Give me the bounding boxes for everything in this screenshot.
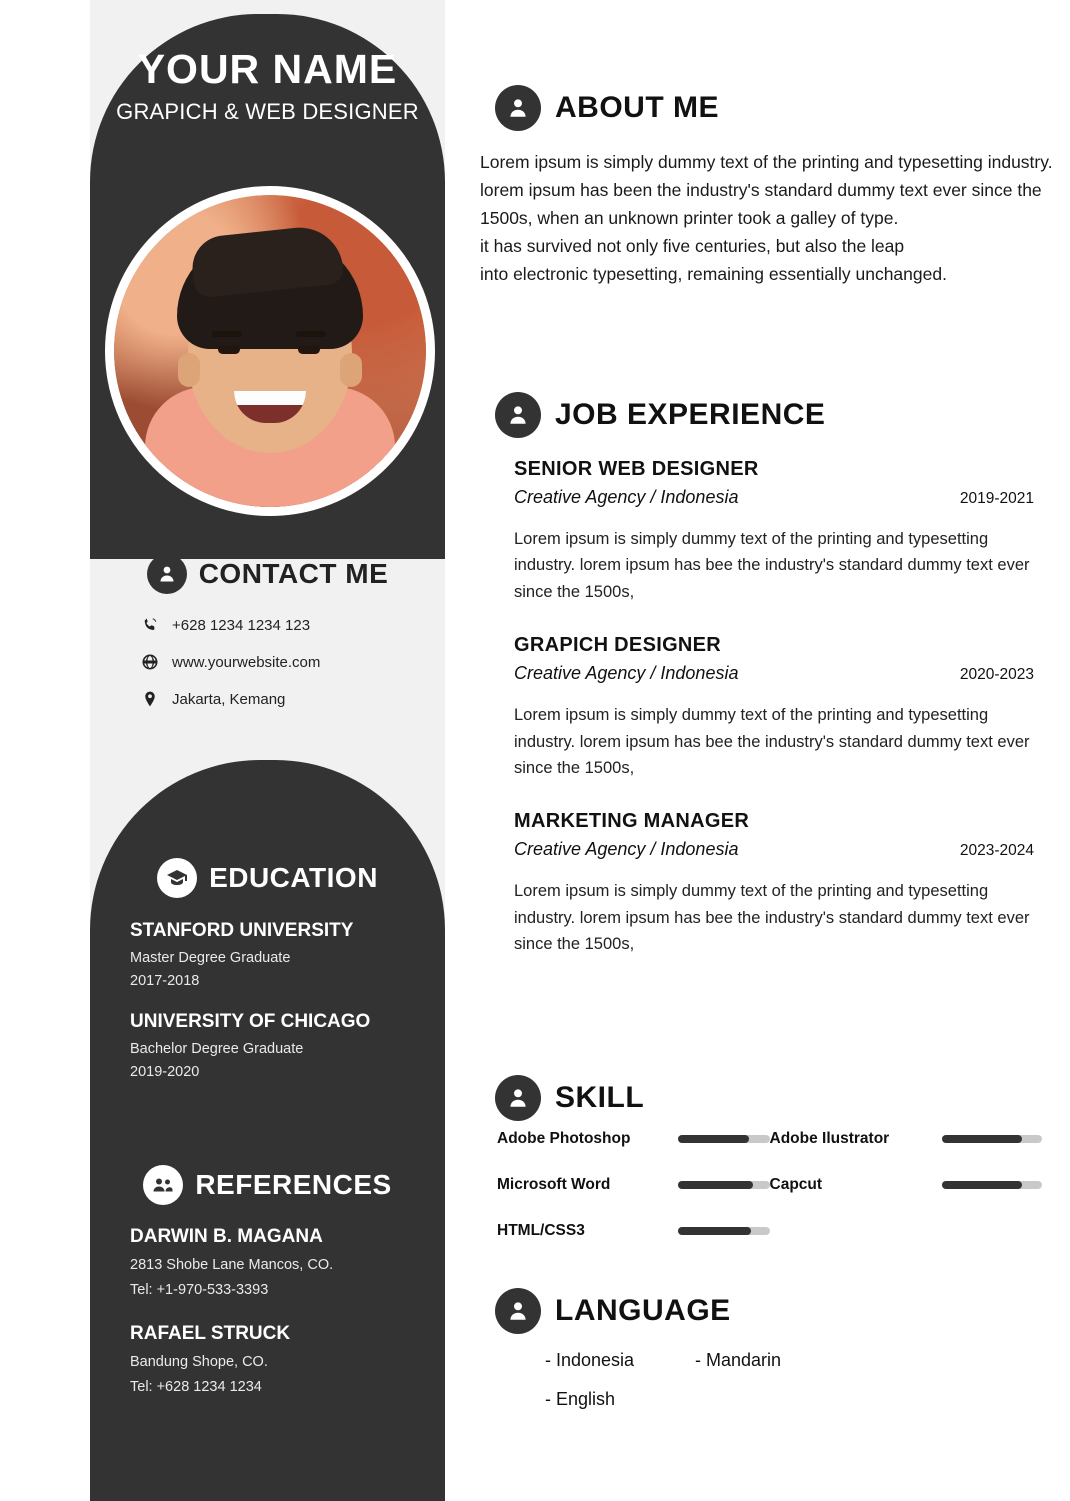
education-item [130,920,450,989]
job-experience-section-header [495,392,825,438]
education-list [130,920,450,1102]
skill-grid [497,1130,1042,1268]
contact-title: CONTACT ME [198,558,389,589]
job-company: Creative Agency / Indonesia [514,839,739,860]
job-item [514,634,1034,781]
contact-location-text: Jakarta, Kemang [172,690,286,708]
job-description: Lorem ipsum is simply dummy text of the printing and typesetting industry. lorem ipsum has bee the industry's standard dummy text ever since the 1500s, [514,882,1030,954]
graduation-cap-icon [157,858,197,898]
language-item: - Mandarin [695,1350,782,1370]
job-list [514,458,1034,987]
references-title: REFERENCES [195,1169,392,1200]
about-paragraph-1: Lorem ipsum is simply dummy text of the printing and typesetting industry. lorem ipsum has been the industry's standard dummy text ever since the 1500s, when an unknown printer took a galley of type. [480,152,1053,228]
references-section-header [90,1165,445,1205]
about-body [480,148,1070,288]
reference-address: Bandung Shope, CO. [130,1354,268,1370]
language-title: LANGUAGE [555,1294,731,1327]
about-paragraph-3: into electronic typesetting, remaining essentially unchanged. [480,264,947,284]
job-meta [514,663,1034,684]
language-item: - Indonesia [545,1350,635,1370]
photo-teeth [234,391,306,405]
spacer [130,1307,450,1323]
reference-name: RAFAEL STRUCK [130,1323,291,1344]
skill-name: HTML/CSS3 [497,1222,585,1239]
education-years: 2019-2020 [130,1064,200,1080]
education-title: EDUCATION [209,862,378,893]
language-section-header [495,1288,731,1334]
portrait-photo [114,195,426,507]
skill-bar [678,1181,770,1189]
job-company: Creative Agency / Indonesia [514,663,739,684]
job-position: SENIOR WEB DESIGNER [514,458,759,480]
skill-item [770,1176,1043,1194]
contact-phone-row [140,615,460,635]
skill-item [497,1130,770,1148]
job-company: Creative Agency / Indonesia [514,487,739,507]
job-position: GRAPICH DESIGNER [514,634,722,657]
contact-list [140,615,460,726]
job-description: Lorem ipsum is simply dummy text of the printing and typesetting industry. lorem ipsum has bee the industry's standard dummy text ever since the 1500s, [514,706,1030,777]
contact-website-text: www.yourwebsite.com [172,653,321,671]
skill-bar [678,1227,770,1235]
education-degree: Bachelor Degree Graduate [130,1041,304,1057]
education-item [130,1011,450,1080]
avatar [105,186,435,516]
skill-item [770,1130,1043,1148]
job-position: MARKETING MANAGER [514,810,750,833]
skill-bar [678,1135,770,1143]
reference-tel: Tel: +1-970-533-3393 [130,1282,269,1298]
photo-ear-left [178,353,200,387]
skill-list [497,1130,1042,1268]
job-years: 2020-2023 [959,666,1034,684]
person-icon [495,1288,541,1334]
education-years: 2017-2018 [130,973,200,989]
contact-section-header [90,554,445,594]
phone-icon [140,615,160,635]
job-meta [514,839,1034,860]
skill-bar-fill [678,1135,750,1143]
education-section-header [90,858,445,898]
contact-phone-text: +628 1234 1234 123 [172,616,311,634]
photo-brow-right [296,331,326,337]
job-meta [514,487,1034,508]
job-experience-title: JOB EXPERIENCE [555,398,826,431]
language-item: - English [545,1389,616,1409]
skill-bar [942,1181,1042,1189]
job-years: 2023-2024 [959,842,1034,860]
skill-item [497,1222,770,1240]
skill-name: Microsoft Word [497,1176,611,1193]
person-icon [495,392,541,438]
skill-bar-fill [942,1135,1022,1143]
reference-item [130,1323,450,1395]
about-paragraph-2: it has survived not only five centuries, but also the leap [480,236,905,256]
education-school: UNIVERSITY OF CHICAGO [130,1011,371,1032]
job-description: Lorem ipsum is simply dummy text of the printing and typesetting industry. lorem ipsum has bee the industry's standard dummy text ever since the 1500s, [514,530,1030,601]
page-title: YOUR NAME [137,46,398,92]
skill-title: SKILL [555,1081,645,1114]
reference-item [130,1226,450,1298]
skill-name: Adobe Photoshop [497,1130,631,1147]
skill-section-header [495,1075,644,1121]
language-list [545,1350,1025,1428]
photo-brow-left [212,331,242,337]
skill-name: Adobe Ilustrator [769,1130,890,1147]
skill-bar-fill [942,1181,1022,1189]
about-title: ABOUT ME [555,91,719,124]
contact-location-row [140,689,460,709]
language-row [545,1350,1025,1389]
reference-name: DARWIN B. MAGANA [130,1226,323,1247]
skill-bar-fill [678,1181,753,1189]
photo-eye-left [218,345,240,354]
reference-tel: Tel: +628 1234 1234 [130,1379,262,1395]
name-block [90,48,445,125]
person-icon [495,1075,541,1121]
people-group-icon [143,1165,183,1205]
person-icon [495,85,541,131]
skill-bar-fill [678,1227,752,1235]
job-role-subtitle: GRAPICH & WEB DESIGNER [116,99,419,125]
skill-item [497,1176,770,1194]
globe-icon [140,652,160,672]
person-icon [147,554,187,594]
photo-ear-right [340,353,362,387]
job-item [514,810,1034,957]
education-degree: Master Degree Graduate [130,950,291,966]
contact-website-row [140,652,460,672]
education-school: STANFORD UNIVERSITY [130,920,354,941]
location-pin-icon [140,689,160,709]
skill-name: Capcut [769,1176,823,1193]
about-section-header [495,85,719,131]
language-row [545,1389,1025,1428]
skill-bar [942,1135,1042,1143]
job-item [514,458,1034,605]
references-list [130,1226,450,1404]
photo-eye-right [298,345,320,354]
job-years: 2019-2021 [959,490,1034,507]
reference-address: 2813 Shobe Lane Mancos, CO. [130,1257,334,1273]
